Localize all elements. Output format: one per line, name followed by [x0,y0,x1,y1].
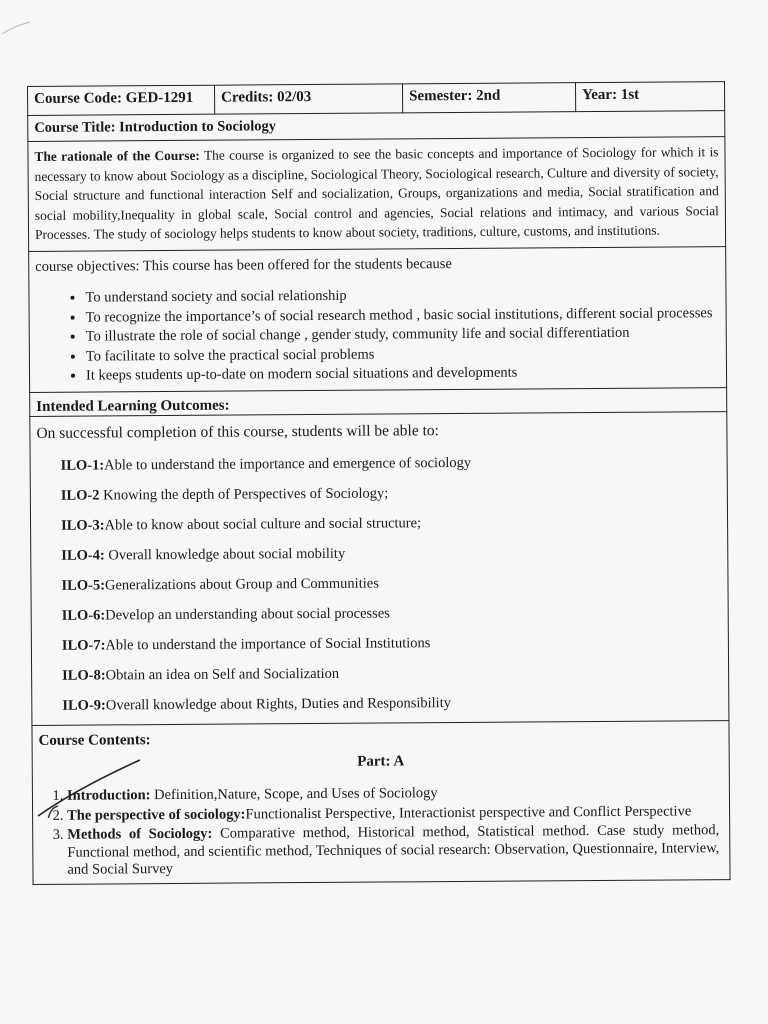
outcomes-cell [30,411,729,725]
year: Year: 1st [575,82,724,112]
ilo-text: Overall knowledge about Rights, Duties and Responsibility [105,694,452,713]
ilo-text: Obtain an idea on Self and Socialization [105,665,340,683]
ilo-code: ILO-4: [61,546,105,564]
ilo-item [62,633,722,655]
ilo-code: ILO-5: [61,576,106,594]
contents-list [39,783,724,879]
ilo-item [62,603,722,625]
objective-item: • To illustrate the role of social change , gender study, community life and social differentiation [86,324,720,346]
credits: Credits: 02/03 [214,84,402,114]
course-title: Course Title: Introduction to Sociology [28,111,725,142]
content-item [67,803,723,825]
ilo-text: Able to understand the importance and emergence of sociology [104,454,472,473]
objectives-row [29,246,727,392]
ilo-code: ILO-8: [62,666,106,684]
ilo-item [61,453,721,475]
ilo-text: Able to understand the importance of Social Institutions [105,634,431,653]
content-item [67,783,723,805]
content-item [67,822,723,879]
part-label: Part: A [357,753,405,770]
ilo-item [61,513,721,535]
ilo-code: ILO-2 [60,487,100,504]
outcomes-row [30,411,729,725]
objective-item: • To recognize the importance’s of social research method , basic social institutions, different social processes [86,305,720,327]
ilo-text: Knowing the depth of Perspectives of Sociology; [99,484,389,504]
content-item-text: Functionalist Perspective, Interactionist perspective and Conflict Perspective [245,802,692,822]
semester: Semester: 2nd [402,83,575,113]
contents-heading: Course Contents: [38,732,151,749]
ilo-code: ILO-1: [60,456,105,474]
ilo-code: ILO-3: [61,516,105,534]
ilo-item [62,663,722,685]
ilo-text: Able to know about social culture and social structure; [104,514,422,533]
objective-item: • It keeps students up-to-date on modern social situations and developments [86,363,720,385]
objectives-intro: course objectives: This course has been offered for the students because [35,255,452,275]
rationale-row [28,137,726,251]
ilo-code: ILO-6: [61,606,106,624]
objectives-list [35,285,720,385]
content-item-title: The perspective of sociology: [67,805,246,824]
content-item-title: Introduction: [66,787,151,804]
ilo-code: ILO-7: [61,636,106,654]
rationale-label: The rationale of the Course: [34,147,200,164]
ilo-item [61,483,721,505]
outcomes-heading: Intended Learning Outcomes: [30,387,727,416]
ilo-item [61,543,721,565]
rationale-text: The course is organized to see the basic concepts and importance of Sociology for which it is necessary to know about Sociology as a discipline, Sociological Theory, Sociological research, Culture and diversity of society, Social structure and functional interaction Self and socialization, Groups, organizations and media, Social stratification and social mobility,Inequality in global scale, Social control and agencies, Social relations and intimacy, and various Social Processes. The study of sociology helps students to know about society, traditions, culture, customs, and institutions. [34,144,719,242]
objective-item: • To understand society and social relationship [85,285,719,307]
objective-item: • To facilitate to solve the practical social problems [86,344,720,366]
contents-cell [32,721,730,884]
course-code: Course Code: GED-1291 [28,85,215,115]
ilo-item [62,693,722,715]
content-item-text: Comparative method, Historical method, Statistical method. Case study method, Functional method, and scientific method, Techniques of social research: Observation, Questionnaire, Interview, and Social Survey [67,822,720,878]
objectives-cell [29,246,727,392]
content-item-text: Definition,Nature, Scope, and Uses of Sociology [150,785,438,804]
ilo-item [61,573,721,595]
ilo-text: Overall knowledge about social mobility [104,545,346,563]
rationale-cell [28,137,726,251]
content-item-title: Methods of Sociology: [67,825,213,843]
outcomes-intro: On successful completion of this course, students will be able to: [36,421,439,442]
contents-row [32,721,730,884]
ilo-text: Generalizations about Group and Communities [104,575,379,593]
ilo-code: ILO-9: [62,696,106,714]
scan-smudge-mark [0,18,40,38]
course-outline-sheet [27,81,730,884]
course-table [27,81,731,884]
ilo-text: Develop an understanding about social processes [105,604,390,623]
